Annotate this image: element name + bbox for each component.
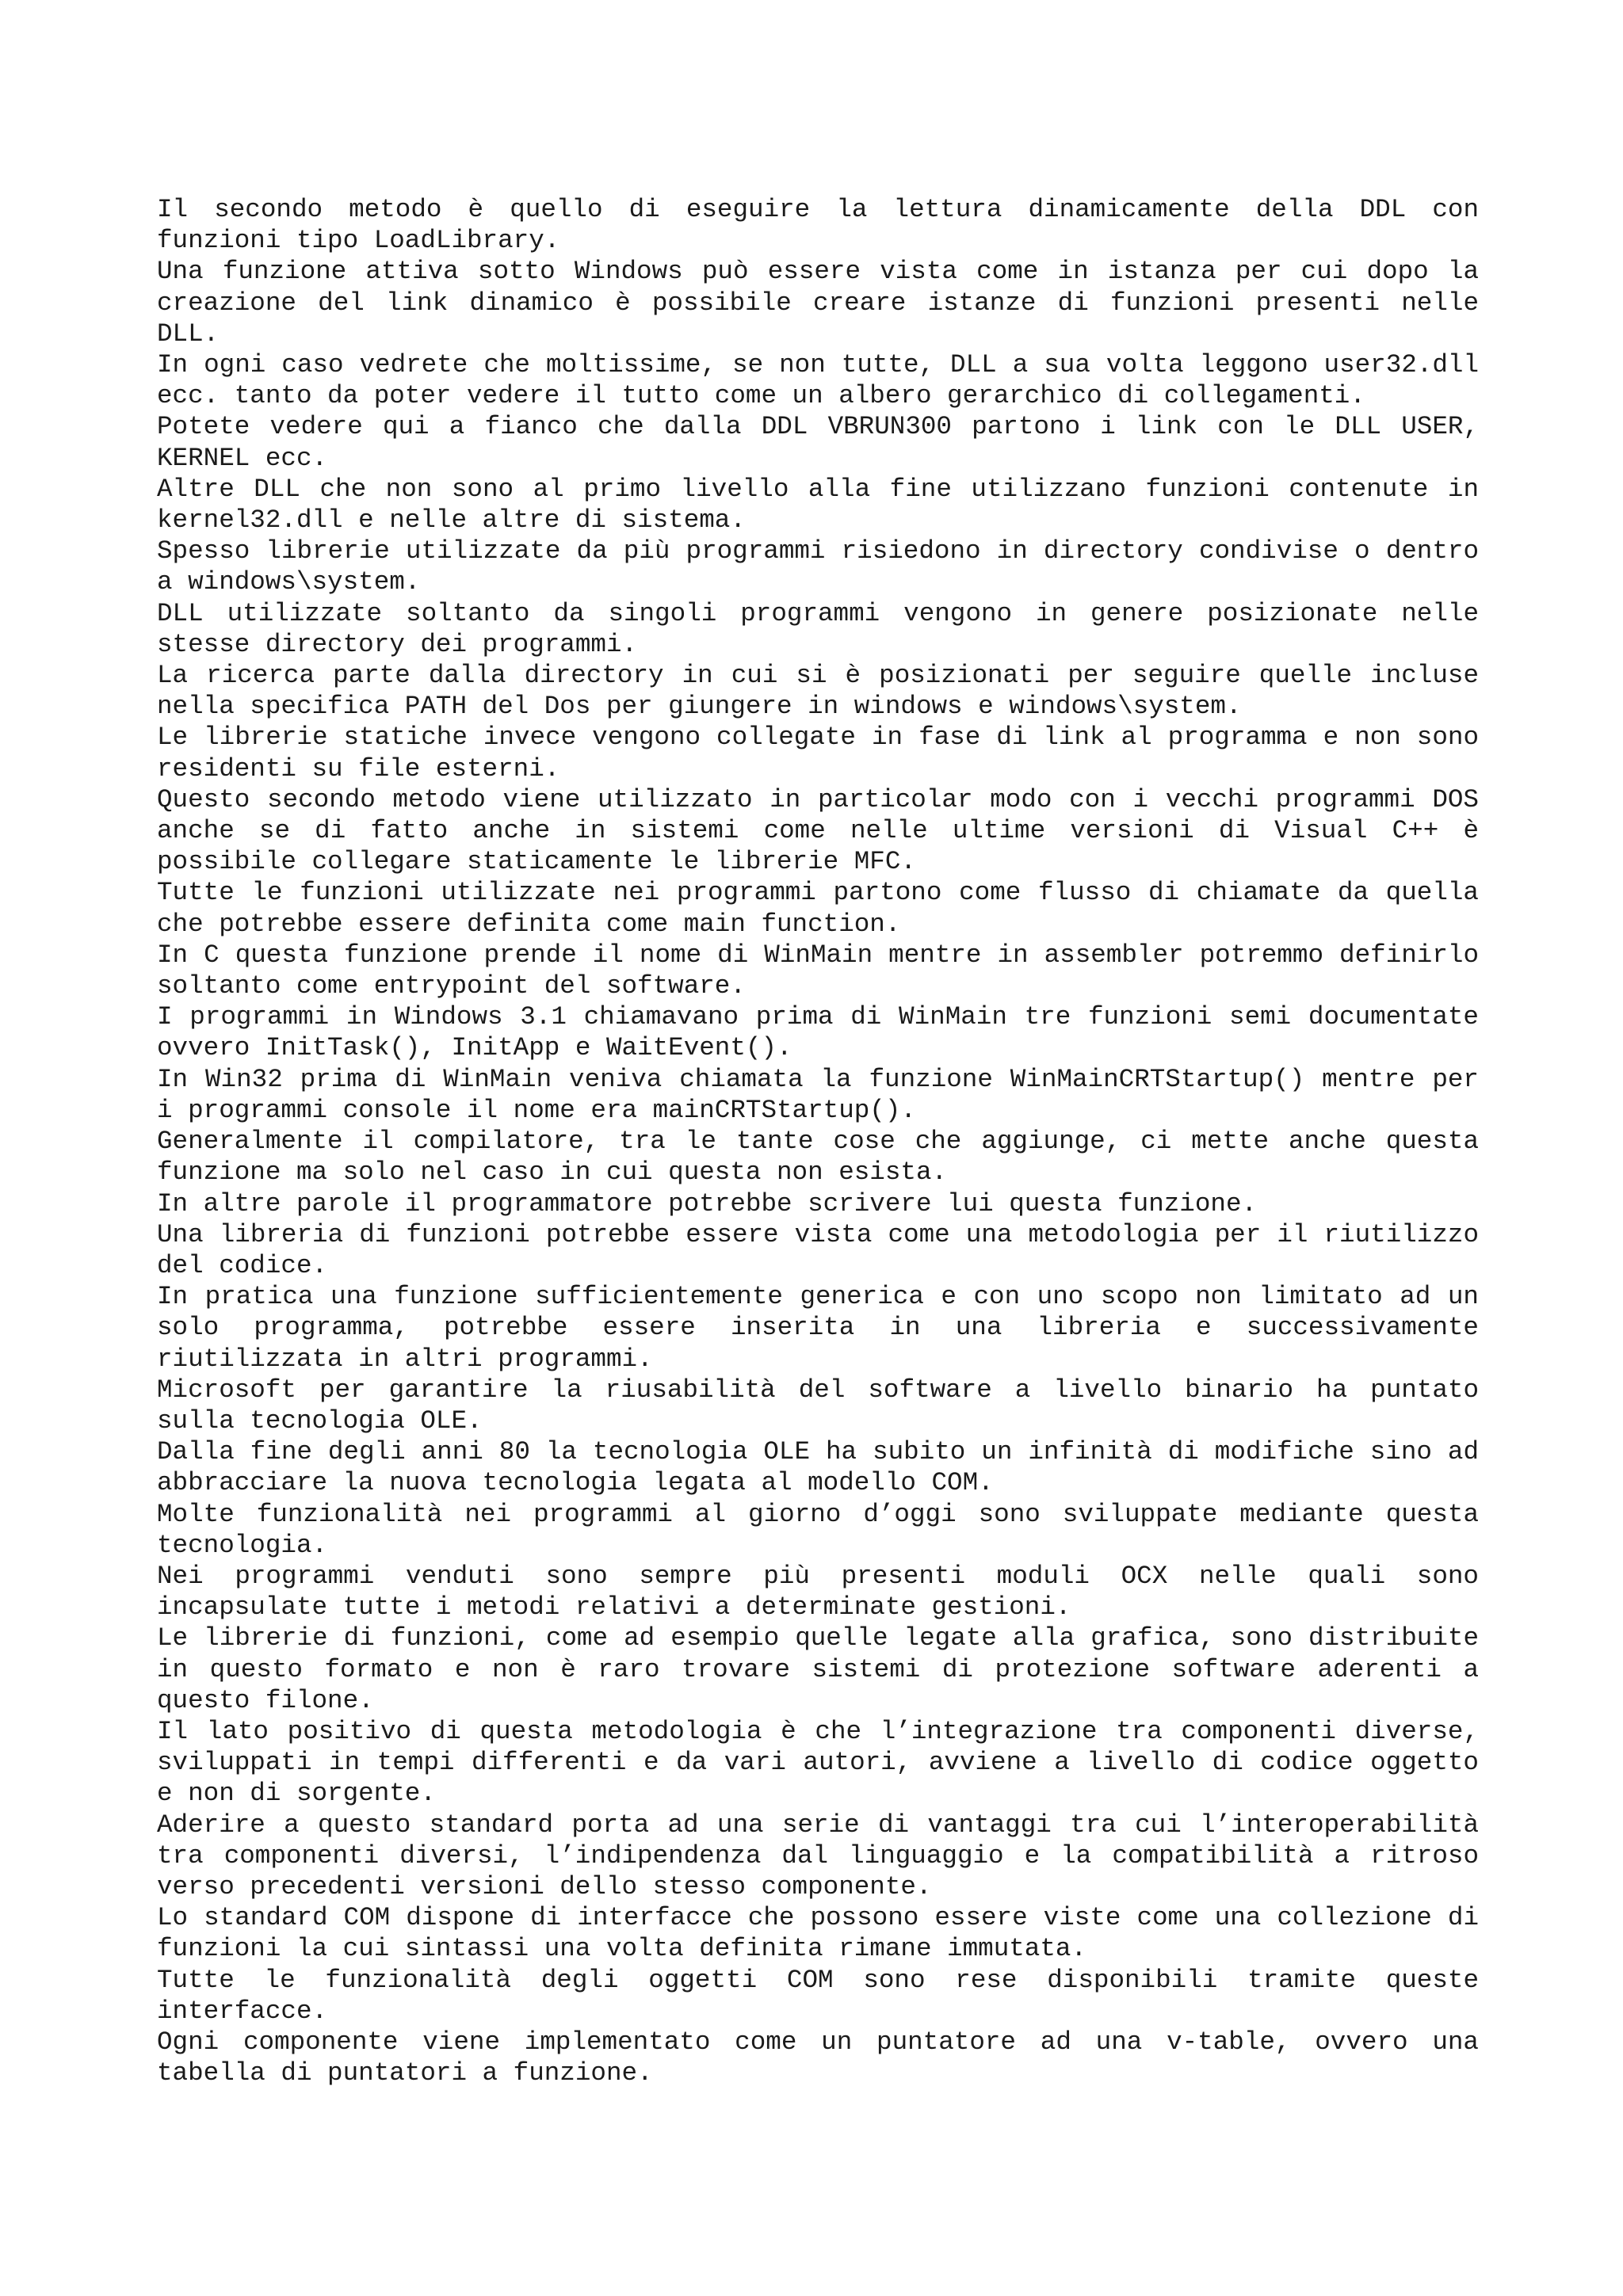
paragraph: Ogni componente viene implementato come un puntatore ad una v-table, ovvero una tabella di puntatori a funzione.: [157, 2027, 1479, 2088]
paragraph: Tutte le funzionalità degli oggetti COM sono rese disponibili tramite queste interfacce.: [157, 1965, 1479, 2026]
paragraph: In ogni caso vedrete che moltissime, se non tutte, DLL a sua volta leggono user32.dll ecc. tanto da poter vedere il tutto come un albero gerarchico di collegamenti.: [157, 350, 1479, 411]
paragraph: Spesso librerie utilizzate da più programmi risiedono in directory condivise o dentro a windows\system.: [157, 536, 1479, 597]
paragraph: Il secondo metodo è quello di eseguire la lettura dinamicamente della DDL con funzioni tipo LoadLibrary.: [157, 195, 1479, 256]
paragraph: Dalla fine degli anni 80 la tecnologia OLE ha subito un infinità di modifiche sino ad abbracciare la nuova tecnologia legata al modello COM.: [157, 1437, 1479, 1498]
paragraph: Le librerie di funzioni, come ad esempio quelle legate alla grafica, sono distribuite in questo formato e non è raro trovare sistemi di protezione software aderenti a questo filone.: [157, 1623, 1479, 1715]
paragraph: In altre parole il programmatore potrebbe scrivere lui questa funzione.: [157, 1188, 1258, 1219]
paragraph: I programmi in Windows 3.1 chiamavano prima di WinMain tre funzioni semi documentate ovvero InitTask(), InitApp e WaitEvent().: [157, 1002, 1479, 1063]
paragraph: Tutte le funzioni utilizzate nei programmi partono come flusso di chiamate da quella che potrebbe essere definita come main function.: [157, 878, 1479, 939]
paragraph: In Win32 prima di WinMain veniva chiamata la funzione WinMainCRTStartup() mentre per i programmi console il nome era mainCRTStartup().: [157, 1064, 1479, 1125]
paragraph: In C questa funzione prende il nome di WinMain mentre in assembler potremmo definirlo soltanto come entrypoint del software.: [157, 940, 1479, 1001]
paragraph: Questo secondo metodo viene utilizzato in particolar modo con i vecchi programmi DOS anche se di fatto anche in sistemi come nelle ultime versioni di Visual C++ è possibile collegare staticamente le librerie MFC.: [157, 784, 1479, 877]
paragraph: Una libreria di funzioni potrebbe essere vista come una metodologia per il riutilizzo del codice.: [157, 1219, 1479, 1280]
paragraph: DLL utilizzate soltanto da singoli programmi vengono in genere posizionate nelle stesse directory dei programmi.: [157, 598, 1479, 659]
paragraph: Microsoft per garantire la riusabilità del software a livello binario ha puntato sulla tecnologia OLE.: [157, 1375, 1479, 1436]
paragraph: La ricerca parte dalla directory in cui si è posizionati per seguire quelle incluse nella specifica PATH del Dos per giungere in windows e windows\system.: [157, 661, 1479, 722]
body-text: [157, 194, 1479, 2088]
paragraph: Una funzione attiva sotto Windows può essere vista come in istanza per cui dopo la creazione del link dinamico è possibile creare istanze di funzioni presenti nelle DLL.: [157, 257, 1479, 349]
paragraph: Molte funzionalità nei programmi al giorno d’oggi sono sviluppate mediante questa tecnologia.: [157, 1499, 1479, 1560]
paragraph: Potete vedere qui a fianco che dalla DDL VBRUN300 partono i link con le DLL USER, KERNEL ecc.: [157, 412, 1479, 473]
paragraph: Lo standard COM dispone di interfacce che possono essere viste come una collezione di funzioni la cui sintassi una volta definita rimane immutata.: [157, 1903, 1479, 1964]
paragraph: Aderire a questo standard porta ad una serie di vantaggi tra cui l’interoperabilità tra componenti diversi, l’indipendenza dal linguaggio e la compatibilità a ritroso verso precedenti versioni dello stesso componente.: [157, 1810, 1479, 1901]
paragraph: Nei programmi venduti sono sempre più presenti moduli OCX nelle quali sono incapsulate tutte i metodi relativi a determinate gestioni.: [157, 1561, 1479, 1623]
paragraph: Il lato positivo di questa metodologia è che l’integrazione tra componenti diverse, sviluppati in tempi differenti e da vari autori, avviene a livello di codice oggetto e non di sorgente.: [157, 1716, 1479, 1809]
paragraph: In pratica una funzione sufficientemente generica e con uno scopo non limitato ad un solo programma, potrebbe essere inserita in una libreria e successivamente riutilizzata in altri programmi.: [157, 1282, 1479, 1374]
paragraph: Altre DLL che non sono al primo livello alla fine utilizzano funzioni contenute in kernel32.dll e nelle altre di sistema.: [157, 474, 1479, 536]
paragraph: Generalmente il compilatore, tra le tante cose che aggiunge, ci mette anche questa funzione ma solo nel caso in cui questa non esista.: [157, 1127, 1479, 1188]
paragraph: Le librerie statiche invece vengono collegate in fase di link al programma e non sono residenti su file esterni.: [157, 723, 1479, 784]
